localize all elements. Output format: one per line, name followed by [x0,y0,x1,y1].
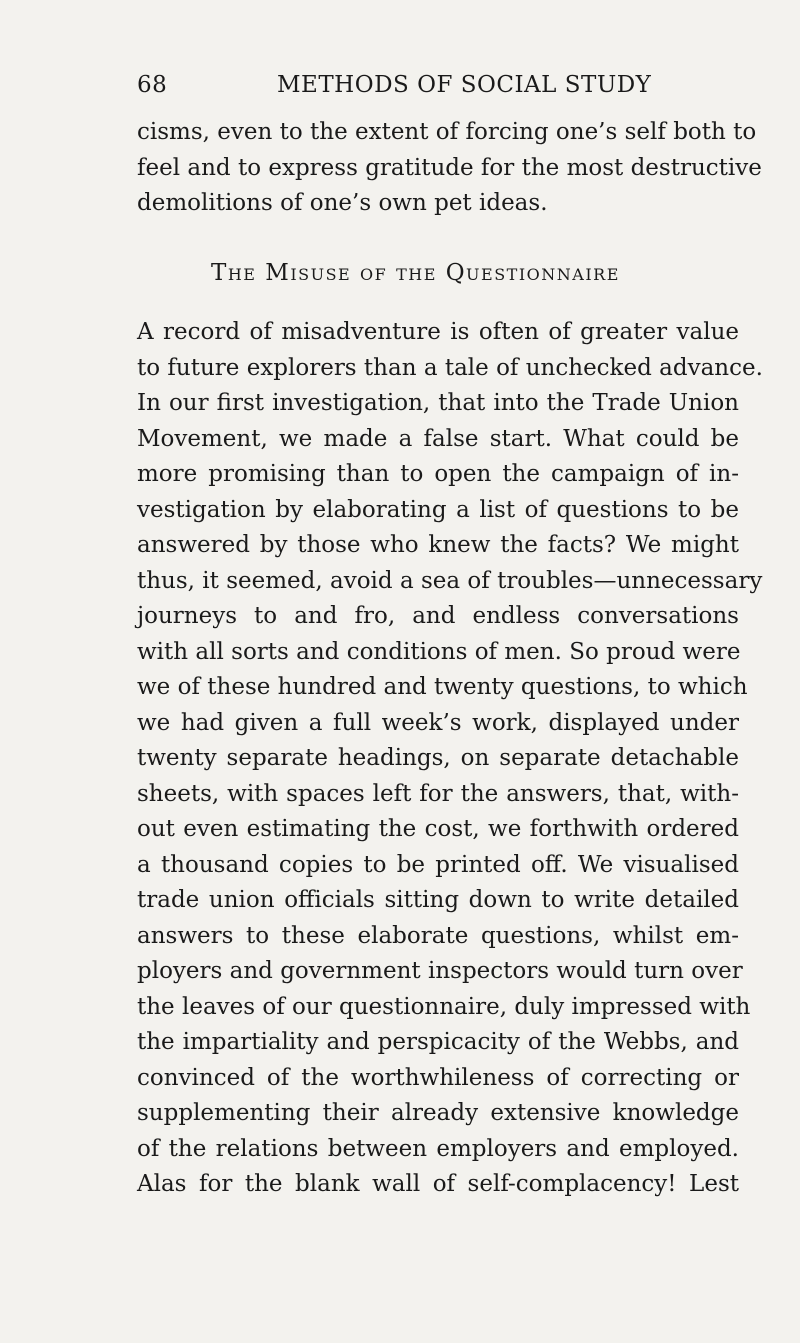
text-line: feel and to express gratitude for the most destructive [137,154,762,181]
text-line: we had given a full week’s work, displayed under [137,709,739,736]
running-title: METHODS OF SOCIAL STUDY [277,72,652,98]
text-line: ployers and government inspectors would turn over [137,958,743,984]
section-heading: The Misuse of the Questionnaire [211,260,620,286]
text-line: more promising than to open the campaign of in- [137,461,739,487]
text-line: sheets, with spaces left for the answers, that, with- [137,780,739,807]
intro-paragraph [137,115,762,222]
text-line: we of these hundred and twenty questions, to which [137,674,748,700]
text-line: to future explorers than a tale of unchecked advance. [137,354,763,381]
text-line: a thousand copies to be printed off. We visualised [137,851,739,878]
text-line: journeys to and fro, and endless conversations [137,603,739,629]
text-line: convinced of the worthwhileness of correcting or [137,1064,739,1091]
text-line: the leaves of our questionnaire, duly impressed with [137,993,751,1020]
text-line: of the relations between employers and employed. [137,1135,739,1162]
text-line: cisms, even to the extent of forcing one’s self both to [137,119,757,145]
page-number: 68 [137,72,168,98]
text-line: demolitions of one’s own pet ideas. [137,190,548,216]
text-line: Movement, we made a false start. What could be [137,425,739,452]
text-line: with all sorts and conditions of men. So proud were [137,638,741,665]
text-line: twenty separate headings, on separate detachable [137,745,739,771]
text-line: out even estimating the cost, we forthwith ordered [137,816,739,842]
text-line: A record of misadventure is often of greater value [137,319,739,345]
text-line: vestigation by elaborating a list of questions to be [137,496,739,523]
running-head [137,72,727,106]
main-paragraph [137,315,763,1203]
text-line: answers to these elaborate questions, whilst em- [137,922,739,949]
text-line: supplementing their already extensive knowledge [137,1100,739,1126]
text-line: In our first investigation, that into the Trade Union [137,390,739,416]
text-line: Alas for the blank wall of self-complacency! Lest [137,1171,739,1197]
text-line: answered by those who knew the facts? We might [137,532,739,558]
text-line: the impartiality and perspicacity of the Webbs, and [137,1029,739,1055]
text-line: trade union officials sitting down to write detailed [137,887,739,913]
text-line: thus, it seemed, avoid a sea of troubles—unnecessary [137,567,763,594]
